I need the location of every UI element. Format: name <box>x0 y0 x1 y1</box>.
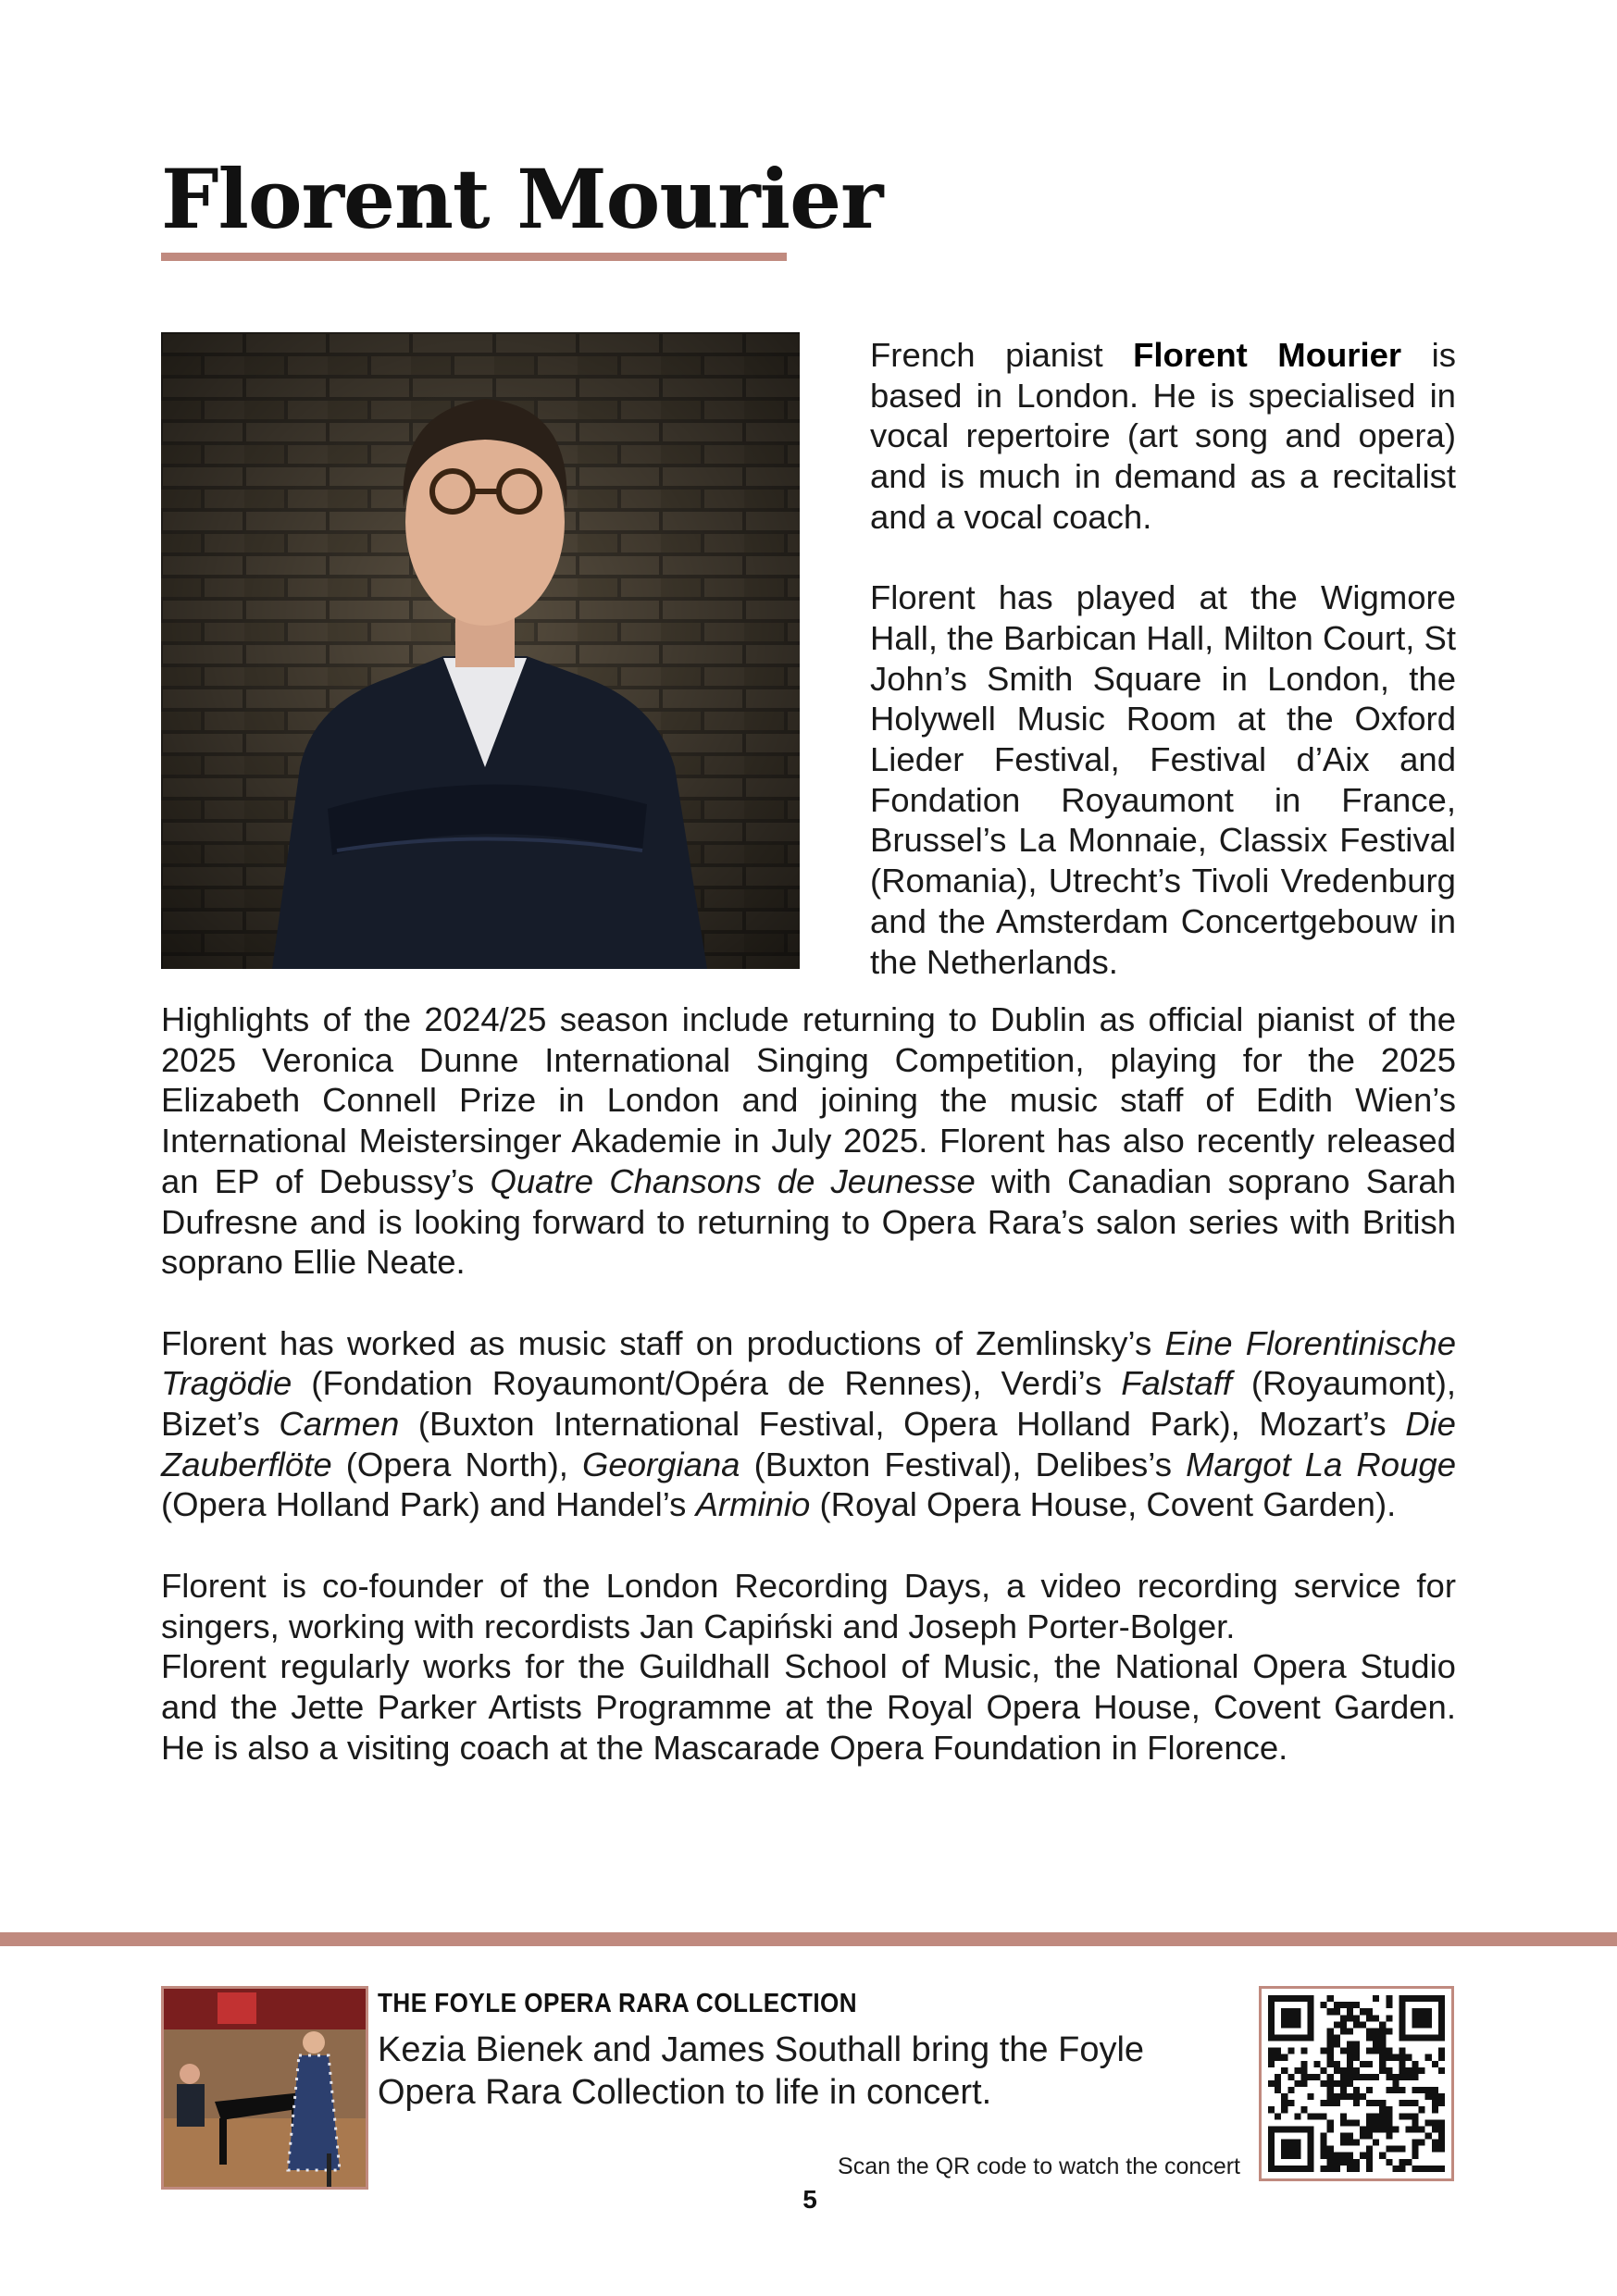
scan-caption: Scan the QR code to watch the concert <box>838 2153 1240 2179</box>
portrait-photo <box>161 332 800 969</box>
page-number: 5 <box>802 2185 817 2214</box>
page-title: Florent Mourier <box>161 151 883 247</box>
footer-heading: THE FOYLE OPERA RARA COLLECTION <box>378 1989 858 2018</box>
bio-highlights-paragraph: Highlights of the 2024/25 season include returning to Dublin as official pianist of the 2025 Veronica Dunne International Singing Competition, playing for the 2025 Elizabeth Connell Prize in London and joining the music staff of Edith Wien’s International Meistersinger Akademie in July 2025. Florent has also recently released an EP of Debussy’s Quatre Chansons de Jeunesse with Canadian soprano Sarah Dufresne and is looking forward to returning to Opera Rara’s salon series with British soprano Ellie Neate. <box>161 1000 1456 1282</box>
bio-side-column <box>870 335 1456 982</box>
bio-teaching-paragraph: Florent regularly works for the Guildhall School of Music, the National Opera Studio and the Jette Parker Artists Programme at the Royal Opera House, Covent Garden. He is also a visiting coach at the Mascarade Opera Foundation in Florence. <box>161 1647 1456 1767</box>
footer-description: Kezia Bienek and James Southall bring the Foyle Opera Rara Collection to life in concert. <box>378 2030 1145 2112</box>
artist-name: Florent Mourier <box>1133 336 1402 374</box>
concert-thumbnail <box>161 1986 368 2190</box>
qr-code[interactable] <box>1259 1986 1454 2181</box>
bio-productions-paragraph: Florent has worked as music staff on productions of Zemlinsky’s Eine Florentinische Tragödie (Fondation Royaumont/Opéra de Rennes), Verdi’s Falstaff (Royaumont), Bizet’s Carmen (Buxton International Festival, Opera Holland Park), Mozart’s Die Zauberflöte (Opera North), Georgiana (Buxton Festival), Delibes’s Margot La Rouge (Opera Holland Park) and Handel’s Arminio (Royal Opera House, Covent Garden). <box>161 1323 1457 1524</box>
bio-intro-paragraph: French pianist Florent Mourier is based in London. He is specialised in vocal repertoire (art song and opera) and is much in demand as a recitalist and a vocal coach. <box>870 336 1456 536</box>
bio-recording-paragraph: Florent is co-founder of the London Recording Days, a video recording service for singers, working with recordists Jan Capiński and Joseph Porter-Bolger. <box>161 1566 1456 1645</box>
bio-venues-paragraph: Florent has played at the Wigmore Hall, the Barbican Hall, Milton Court, St John’s Smith Square in London, the Holywell Music Room at the Oxford Lieder Festival, Festival d’Aix and Fondation Royaumont in France, Brussel’s La Monnaie, Classix Festival (Romania), Utrecht’s Tivoli Vredenburg and the Amsterdam Concertgebouw in the Netherlands. <box>870 578 1456 981</box>
bio-main-column <box>161 999 1456 1768</box>
title-underline <box>161 253 787 261</box>
footer-divider <box>0 1932 1617 1946</box>
